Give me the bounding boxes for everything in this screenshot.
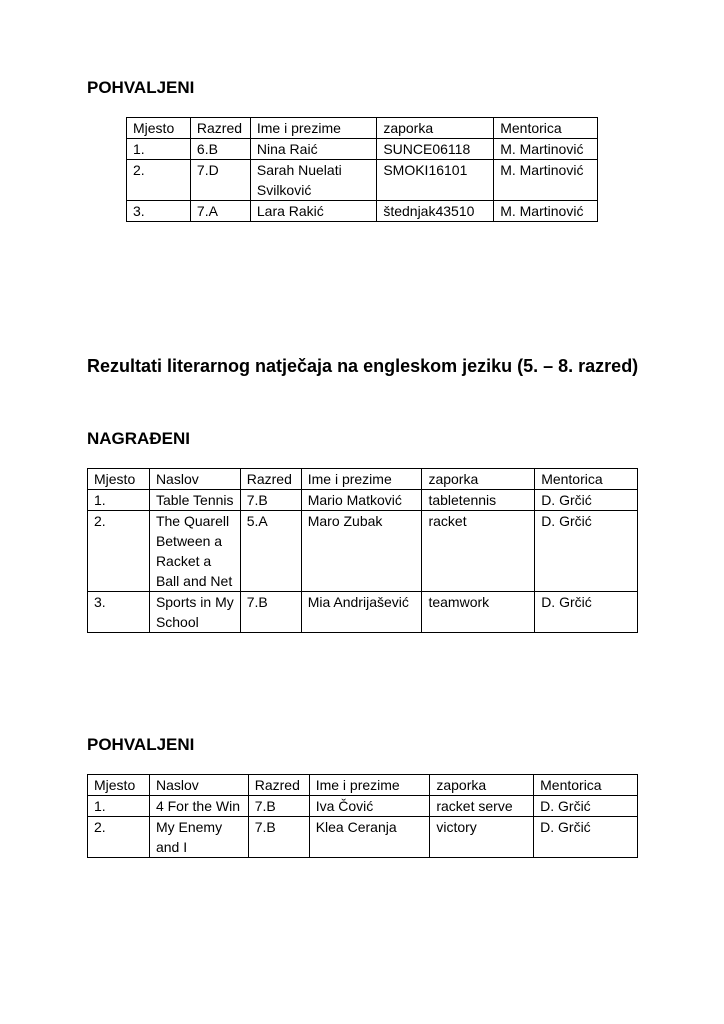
table-cell: 1.	[88, 490, 150, 511]
table-cell: tabletennis	[422, 490, 535, 511]
table-cell: 7.B	[240, 490, 301, 511]
section3-heading: POHVALJENI	[87, 735, 195, 754]
column-header-ime-i-prezime: Ime i prezime	[250, 118, 376, 139]
table-cell: Nina Raić	[250, 139, 376, 160]
table-row	[127, 160, 598, 201]
column-header-mjesto: Mjesto	[88, 469, 150, 490]
table-cell: The Quarell Between a Racket a Ball and Net	[149, 511, 240, 592]
table-cell: SMOKI16101	[377, 160, 494, 201]
table-cell: SUNCE06118	[377, 139, 494, 160]
table-cell: 2.	[127, 160, 191, 201]
table-cell: 6.B	[190, 139, 250, 160]
table-row	[88, 511, 638, 592]
table-cell: 7.B	[248, 796, 309, 817]
table-header-row	[88, 469, 638, 490]
table-cell: My Enemy and I	[149, 817, 248, 858]
table-cell: 7.B	[248, 817, 309, 858]
column-header-mjesto: Mjesto	[127, 118, 191, 139]
table-cell: M. Martinović	[494, 160, 598, 201]
section2-table	[87, 468, 638, 633]
table-cell: D. Grčić	[535, 490, 638, 511]
table-cell: 2.	[88, 511, 150, 592]
table-cell: D. Grčić	[534, 817, 638, 858]
column-header-zaporka: zaporka	[377, 118, 494, 139]
table-cell: racket	[422, 511, 535, 592]
table-cell: 3.	[88, 592, 150, 633]
table-row	[127, 139, 598, 160]
table-cell: Table Tennis	[149, 490, 240, 511]
table-cell: victory	[430, 817, 534, 858]
table-cell: 7.B	[240, 592, 301, 633]
section1-table	[126, 117, 598, 222]
table-cell: 2.	[88, 817, 150, 858]
table-cell: Mia Andrijašević	[301, 592, 422, 633]
table-cell: 1.	[127, 139, 191, 160]
table-cell: Klea Ceranja	[309, 817, 430, 858]
table-cell: Lara Rakić	[250, 201, 376, 222]
table-cell: 3.	[127, 201, 191, 222]
table-cell: racket serve	[430, 796, 534, 817]
table-cell: teamwork	[422, 592, 535, 633]
table-row	[88, 490, 638, 511]
table-cell: 7.D	[190, 160, 250, 201]
column-header-razred: Razred	[240, 469, 301, 490]
section2-title: Rezultati literarnog natječaja na engleskom jeziku (5. – 8. razred)	[87, 356, 639, 376]
column-header-ime-i-prezime: Ime i prezime	[309, 775, 430, 796]
column-header-mentorica: Mentorica	[534, 775, 638, 796]
column-header-ime-i-prezime: Ime i prezime	[301, 469, 422, 490]
column-header-mentorica: Mentorica	[494, 118, 598, 139]
table-cell: Maro Zubak	[301, 511, 422, 592]
table-cell: Sports in My School	[149, 592, 240, 633]
column-header-zaporka: zaporka	[422, 469, 535, 490]
column-header-mjesto: Mjesto	[88, 775, 150, 796]
table-cell: 4 For the Win	[149, 796, 248, 817]
table-cell: D. Grčić	[535, 592, 638, 633]
section2-heading: NAGRAĐENI	[87, 429, 190, 448]
table-cell: 1.	[88, 796, 150, 817]
column-header-naslov: Naslov	[149, 469, 240, 490]
section3-table	[87, 774, 638, 858]
table-cell: M. Martinović	[494, 201, 598, 222]
table-cell: Mario Matković	[301, 490, 422, 511]
column-header-zaporka: zaporka	[430, 775, 534, 796]
table-cell: D. Grčić	[534, 796, 638, 817]
column-header-naslov: Naslov	[149, 775, 248, 796]
table-row	[88, 817, 638, 858]
table-cell: 5.A	[240, 511, 301, 592]
table-row	[88, 592, 638, 633]
table-cell: Iva Čović	[309, 796, 430, 817]
table-cell: štednjak43510	[377, 201, 494, 222]
table-header-row	[127, 118, 598, 139]
section1-heading: POHVALJENI	[87, 78, 195, 97]
column-header-razred: Razred	[248, 775, 309, 796]
table-cell: 7.A	[190, 201, 250, 222]
table-row	[88, 796, 638, 817]
table-cell: M. Martinović	[494, 139, 598, 160]
table-header-row	[88, 775, 638, 796]
table-cell: D. Grčić	[535, 511, 638, 592]
table-cell: Sarah Nuelati Svilković	[250, 160, 376, 201]
column-header-mentorica: Mentorica	[535, 469, 638, 490]
column-header-razred: Razred	[190, 118, 250, 139]
table-row	[127, 201, 598, 222]
